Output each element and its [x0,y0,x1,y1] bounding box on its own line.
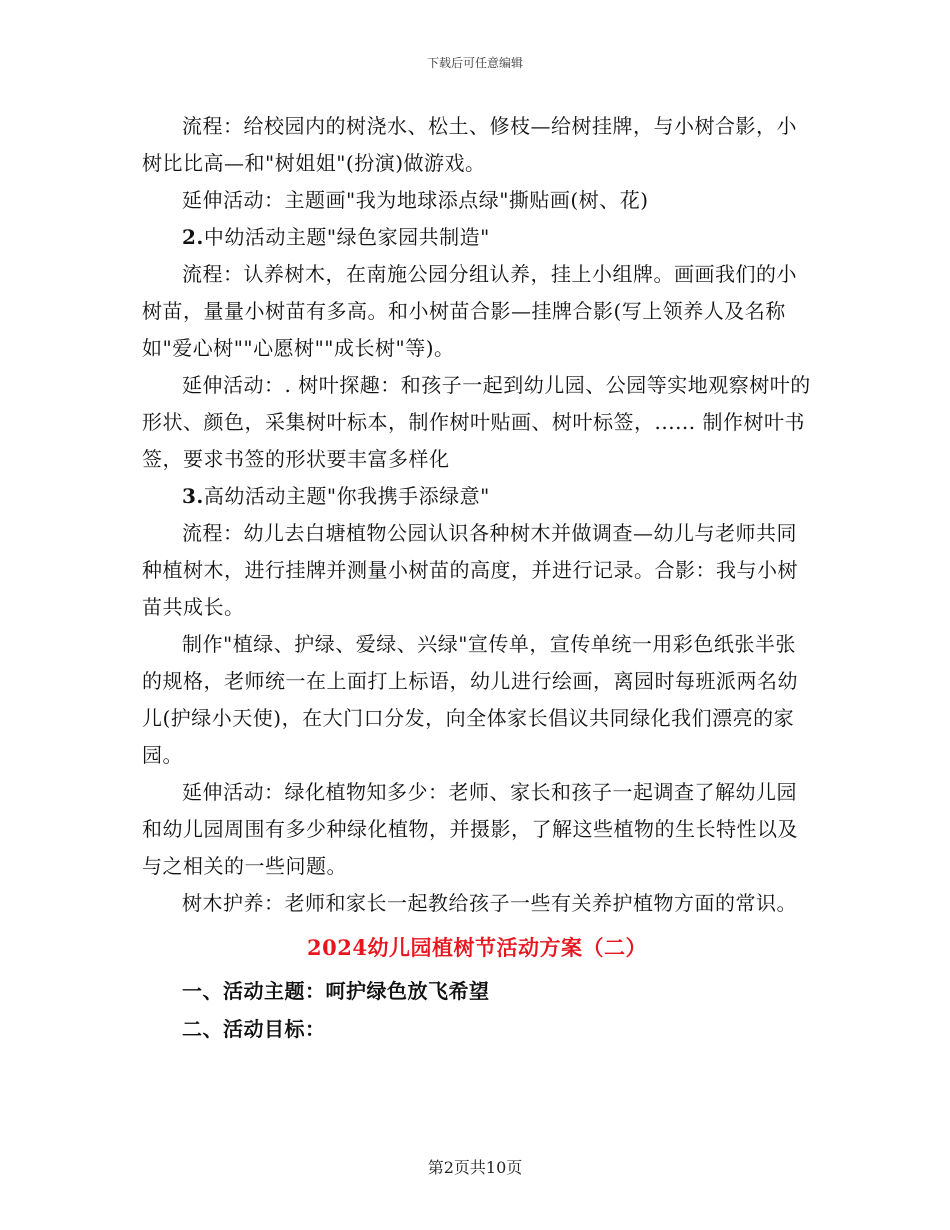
item-heading-text-3: 高幼活动主题"你我携手添绿意" [203,484,490,508]
header-note: 下载后可任意编辑 [426,56,523,70]
paragraph-extension-1: 延伸活动：主题画"我为地球添点绿"撕贴画(树、花) [182,188,649,212]
item-number-2: 2. [182,225,204,249]
document-body [142,108,812,1048]
item-heading-text-2: 中幼活动主题"绿色家园共制造" [203,225,490,249]
item-number-3: 3. [182,484,204,508]
paragraph-flyer: 制作"植绿、护绿、爱绿、兴绿"宣传单，宣传单统一用彩色纸张半张的规格，老师统一在上面打上标语，幼儿进行绘画，离园时每班派两名幼儿(护绿小天使)，在大门口分发，向全体家长倡议共同绿化我们漂亮的家园。 [142,632,798,767]
paragraph-tree-care: 树木护养：老师和家长一起教给孩子一些有关养护植物方面的常识。 [182,891,797,915]
paragraph-extension-2: 延伸活动：. 树叶探趣：和孩子一起到幼儿园、公园等实地观察树叶的形状、颜色，采集树叶标本，制作树叶贴画、树叶标签，...... 制作树叶书签，要求书签的形状要丰富多样化 [142,373,811,471]
section-title: 2024幼儿园植树节活动方案（二） [307,935,647,960]
heading-activity-theme: 一、活动主题：呵护绿色放飞希望 [182,979,490,1003]
paragraph-process-1: 流程：给校园内的树浇水、松土、修枝—给树挂牌，与小树合影，小树比比高—和"树姐姐"(扮演)做游戏。 [142,114,797,175]
item-heading-3 [142,478,812,515]
paragraph-extension-3: 延伸活动：绿化植物知多少：老师、家长和孩子一起调查了解幼儿园和幼儿园周围有多少种绿化植物，并摄影，了解这些植物的生长特性以及与之相关的一些问题。 [142,780,798,878]
heading-activity-goals: 二、活动目标： [182,1017,326,1041]
item-heading-2 [142,219,812,256]
paragraph-process-2: 流程：认养树木，在南施公园分组认养，挂上小组牌。画画我们的小树苗，量量小树苗有多高。和小树苗合影—挂牌合影(写上领养人及名称如"爱心树""心愿树""成长树"等)。 [142,262,797,360]
paragraph-process-3: 流程：幼儿去白塘植物公园认识各种树木并做调查—幼儿与老师共同种植树木，进行挂牌并测量小树苗的高度，并进行记录。合影：我与小树苗共成长。 [142,521,798,619]
page-number: 第2页共10页 [427,1158,523,1177]
